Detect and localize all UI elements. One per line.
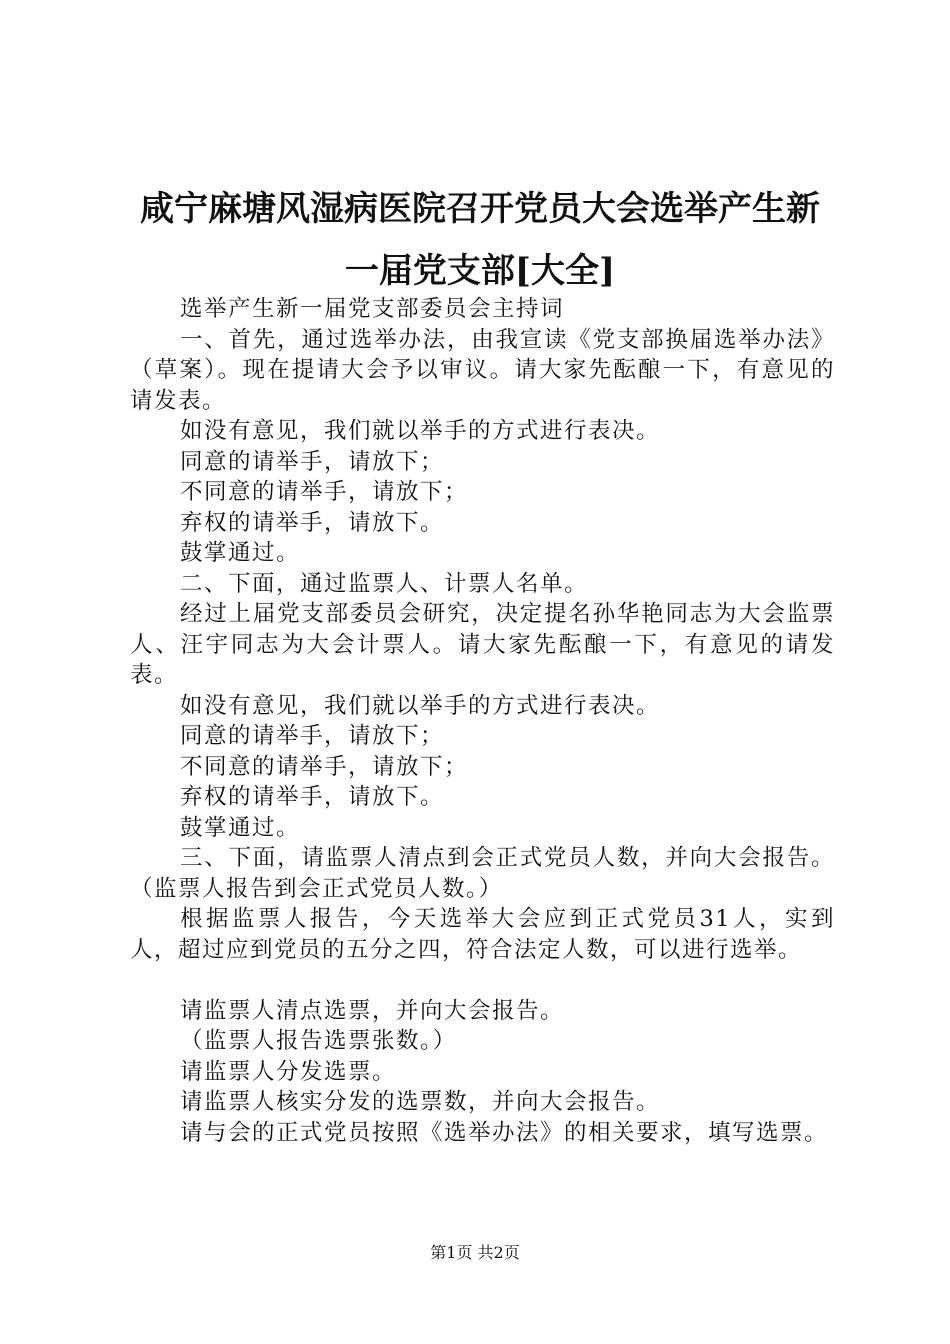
paragraph: 如没有意见，我们就以举手的方式进行表决。	[180, 692, 661, 719]
title-line-2: 一届党支部[大全]	[344, 251, 616, 291]
paragraph: 不同意的请举手，请放下；	[180, 753, 469, 780]
paragraph: 不同意的请举手，请放下；	[180, 479, 469, 505]
paragraph: 如没有意见，我们就以举手的方式进行表决。	[180, 418, 661, 444]
paragraph: 二、下面，通过监票人、计票人名单。	[180, 570, 589, 597]
paragraph: （监票人报告选票张数。）	[180, 1028, 457, 1054]
title-line-1: 咸宁麻塘风湿病医院召开党员大会选举产生新	[140, 189, 820, 229]
page-footer: 第1页 共2页	[430, 1243, 520, 1262]
paragraph: 同意的请举手，请放下；	[180, 448, 445, 475]
blank-line	[130, 965, 835, 996]
paragraph: 弃权的请举手，请放下。	[180, 509, 445, 536]
document-title	[100, 178, 860, 302]
paragraph: 请监票人清点选票，并向大会报告。	[180, 997, 565, 1024]
paragraph: 一、首先，通过选举办法，由我宣读《党支部换届选举办法》（草案）。现在提请大会予以审议。请大家先酝酿一下，有意见的请发表。	[130, 326, 835, 414]
paragraph: 请监票人核实分发的选票数，并向大会报告。	[180, 1089, 661, 1115]
paragraph: 弃权的请举手，请放下。	[180, 784, 445, 810]
paragraph: 经过上届党支部委员会研究，决定提名孙华艳同志为大会监票人、汪宇同志为大会计票人。请大家先酝酿一下，有意见的请发表。	[130, 601, 835, 688]
paragraph: 同意的请举手，请放下；	[180, 723, 445, 749]
paragraph: 选举产生新一届党支部委员会主持词	[180, 296, 565, 322]
paragraph: 根据监票人报告，今天选举大会应到正式党员31人，实到人，超过应到党员的五分之四，符合法定人数，可以进行选举。	[130, 906, 835, 963]
paragraph: 鼓掌通过。	[180, 814, 301, 841]
paragraph: 请监票人分发选票。	[180, 1058, 397, 1085]
paragraph: 三、下面，请监票人清点到会正式党员人数，并向大会报告。（监票人报告到会正式党员人数。）	[130, 845, 835, 902]
paragraph: 请与会的正式党员按照《选举办法》的相关要求，填写选票。	[180, 1119, 829, 1146]
document-body	[130, 294, 835, 1148]
paragraph: 鼓掌通过。	[180, 540, 301, 566]
